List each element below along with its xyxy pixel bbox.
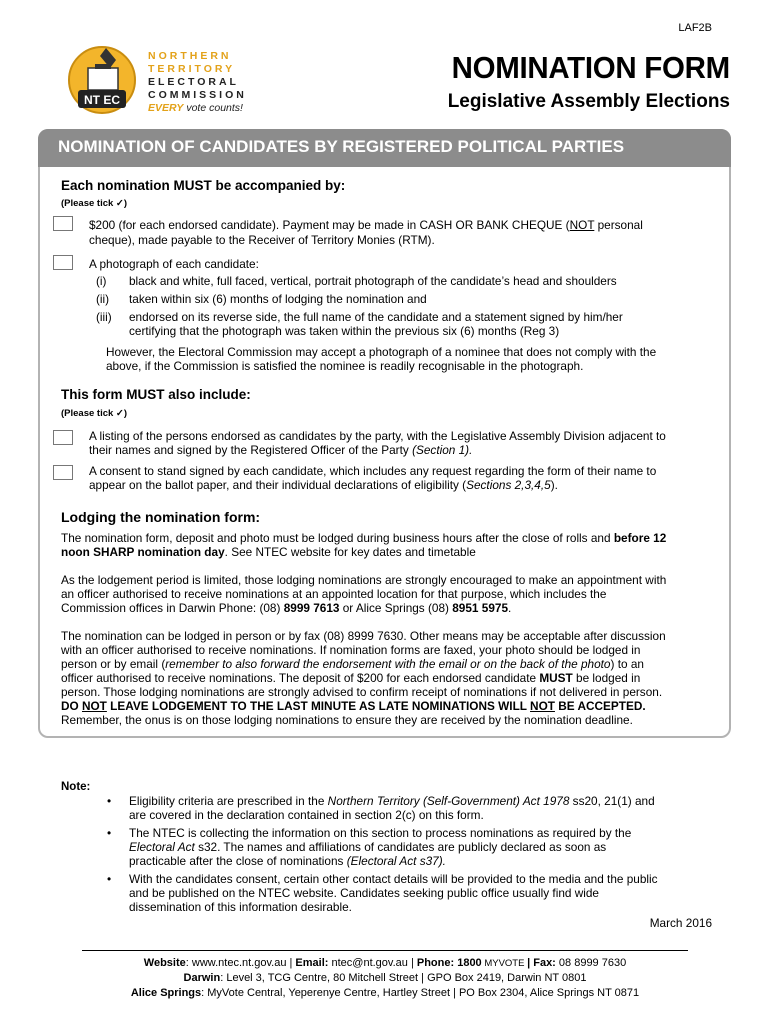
ntec-logo — [62, 38, 282, 120]
footer-contact: Website: www.ntec.nt.gov.au | Email: ntec@nt.gov.au | Phone: 1800 MYVOTE | Fax: 08 8999 7630 — [143, 957, 627, 969]
note-bullet-1-line1: Eligibility criteria are prescribed in the Northern Territory (Self-Government) Act 1978 ss20, 21(1) and — [129, 794, 655, 808]
item-payment-line2: cheque), made payable to the Receiver of Territory Monies (RTM). — [89, 233, 435, 247]
lodging-p3-line7: Remember, the onus is on those lodging nominations to ensure they are received by the nomination deadline. — [61, 713, 633, 727]
note-bullet-2-line2: Electoral Act s32. The names and affiliations of candidates are publicly declared as soon as — [129, 840, 607, 854]
form-code: LAF2B — [678, 22, 712, 34]
bullet-2-icon: • — [107, 826, 112, 840]
logo-line-territory: TERRITORY — [148, 63, 236, 75]
lodging-p3-line4: officer authorised to receive nominations. The deposit of $200 for each endorsed candidate MUST be lodged in — [61, 671, 641, 685]
however-line2: above, if the Commission is satisfied the nominee is readily recognisable in the photograph. — [106, 359, 584, 373]
item-consent-line1: A consent to stand signed by each candidate, which includes any request regarding the form of their name to — [89, 464, 657, 478]
lodging-p3-line5: person. Those lodging nominations are strongly advised to confirm receipt of nominations if not delivered in person. — [61, 685, 663, 699]
section1-tick-note: (Please tick ✓) — [61, 198, 128, 209]
note-bullet-3-line3: dissemination of this information desirable. — [129, 900, 352, 914]
logo-tagline: EVERY vote counts! — [148, 102, 243, 114]
svg-text:NT EC: NT EC — [84, 93, 120, 107]
lodging-p3-line1: The nomination can be lodged in person or by fax (08) 8999 7630. Other means may be acceptable after discussion — [61, 629, 666, 643]
lodging-heading: Lodging the nomination form: — [61, 509, 261, 525]
page-title: NOMINATION FORM — [451, 50, 730, 85]
lodging-p1-line2: noon SHARP nomination day. See NTEC website for key dates and timetable — [61, 545, 476, 559]
logo-line-electoral: ELECTORAL — [148, 76, 239, 88]
lodging-p3-line2: with an officer authorised to receive nominations. If nomination forms are faxed, your photo should be lodged in — [61, 643, 641, 657]
section1-heading: Each nomination MUST be accompanied by: — [61, 178, 346, 193]
page-subtitle: Legislative Assembly Elections — [447, 91, 730, 112]
footer-alice: Alice Springs: MyVote Central, Yeperenye Centre, Hartley Street | PO Box 2304, Alice Springs NT 0871 — [130, 987, 640, 999]
lodging-p2-line1: As the lodgement period is limited, those lodging nominations are strongly encouraged to make an appointment with — [61, 573, 667, 587]
checkbox-consent[interactable] — [53, 465, 73, 480]
footer-divider — [82, 950, 688, 951]
checkbox-listing[interactable] — [53, 430, 73, 445]
lodging-p2-line2: an officer authorised to receive nominations at an appointed location for that purpose, which includes the — [61, 587, 607, 601]
section2-heading: This form MUST also include: — [61, 387, 251, 402]
bullet-3-icon: • — [107, 872, 112, 886]
section2-tick-note: (Please tick ✓) — [61, 408, 128, 419]
note-bullet-2-line1: The NTEC is collecting the information on this section to process nominations as required by the — [129, 826, 632, 840]
note-bullet-3-line1: With the candidates consent, certain other contact details will be provided to the media and the public — [129, 872, 658, 886]
checkbox-payment[interactable] — [53, 216, 73, 231]
lodging-p2-line3: Commission offices in Darwin Phone: (08) 8999 7613 or Alice Springs (08) 8951 5975. — [61, 601, 512, 615]
lodging-p3-line3: person or by email (remember to also forward the endorsement with the email or on the back of the photo) to an — [61, 657, 644, 671]
note-bullet-2-line3: practicable after the close of nominations (Electoral Act s37). — [129, 854, 446, 868]
logo-line-northern: NORTHERN — [148, 50, 232, 62]
note-bullet-1-line2: are covered in the declaration contained in section 2(c) on this form. — [129, 808, 484, 822]
however-line1: However, the Electoral Commission may accept a photograph of a nominee that does not comply with the — [106, 345, 657, 359]
photo-req-3-line2: certifying that the photograph was taken within the previous six (6) months (Reg 3) — [129, 324, 560, 338]
form-date: March 2016 — [649, 916, 712, 930]
item-listing-line2: their names and signed by the Registered Officer of the Party (Section 1). — [89, 443, 473, 457]
section-band — [38, 129, 731, 167]
footer-darwin: Darwin: Level 3, TCG Centre, 80 Mitchell Street | GPO Box 2419, Darwin NT 0801 — [183, 972, 587, 984]
note-label: Note: — [61, 781, 91, 793]
item-listing-line1: A listing of the persons endorsed as candidates by the party, with the Legislative Assembly Division adjacent to — [89, 429, 666, 443]
item-photograph: A photograph of each candidate: — [89, 257, 259, 271]
item-payment: $200 (for each endorsed candidate). Payment may be made in CASH OR BANK CHEQUE (NOT personal — [89, 218, 643, 232]
logo-line-commission: COMMISSION — [148, 89, 247, 101]
lodging-warning: DO NOT LEAVE LODGEMENT TO THE LAST MINUTE AS LATE NOMINATIONS WILL NOT BE ACCEPTED. — [61, 699, 646, 713]
note-bullet-3-line2: and be published on the NTEC website. Candidates seeking public office usually find wide — [129, 886, 599, 900]
band-title: NOMINATION OF CANDIDATES BY REGISTERED POLITICAL PARTIES — [58, 137, 625, 156]
lodging-p1-line1: The nomination form, deposit and photo must be lodged during business hours after the close of rolls and before 12 — [61, 531, 667, 545]
item-consent-line2: appear on the ballot paper, and their individual declarations of eligibility (Sections 2,3,4,5). — [89, 478, 558, 492]
bullet-1-icon: • — [107, 794, 112, 808]
checkbox-photograph[interactable] — [53, 255, 73, 270]
